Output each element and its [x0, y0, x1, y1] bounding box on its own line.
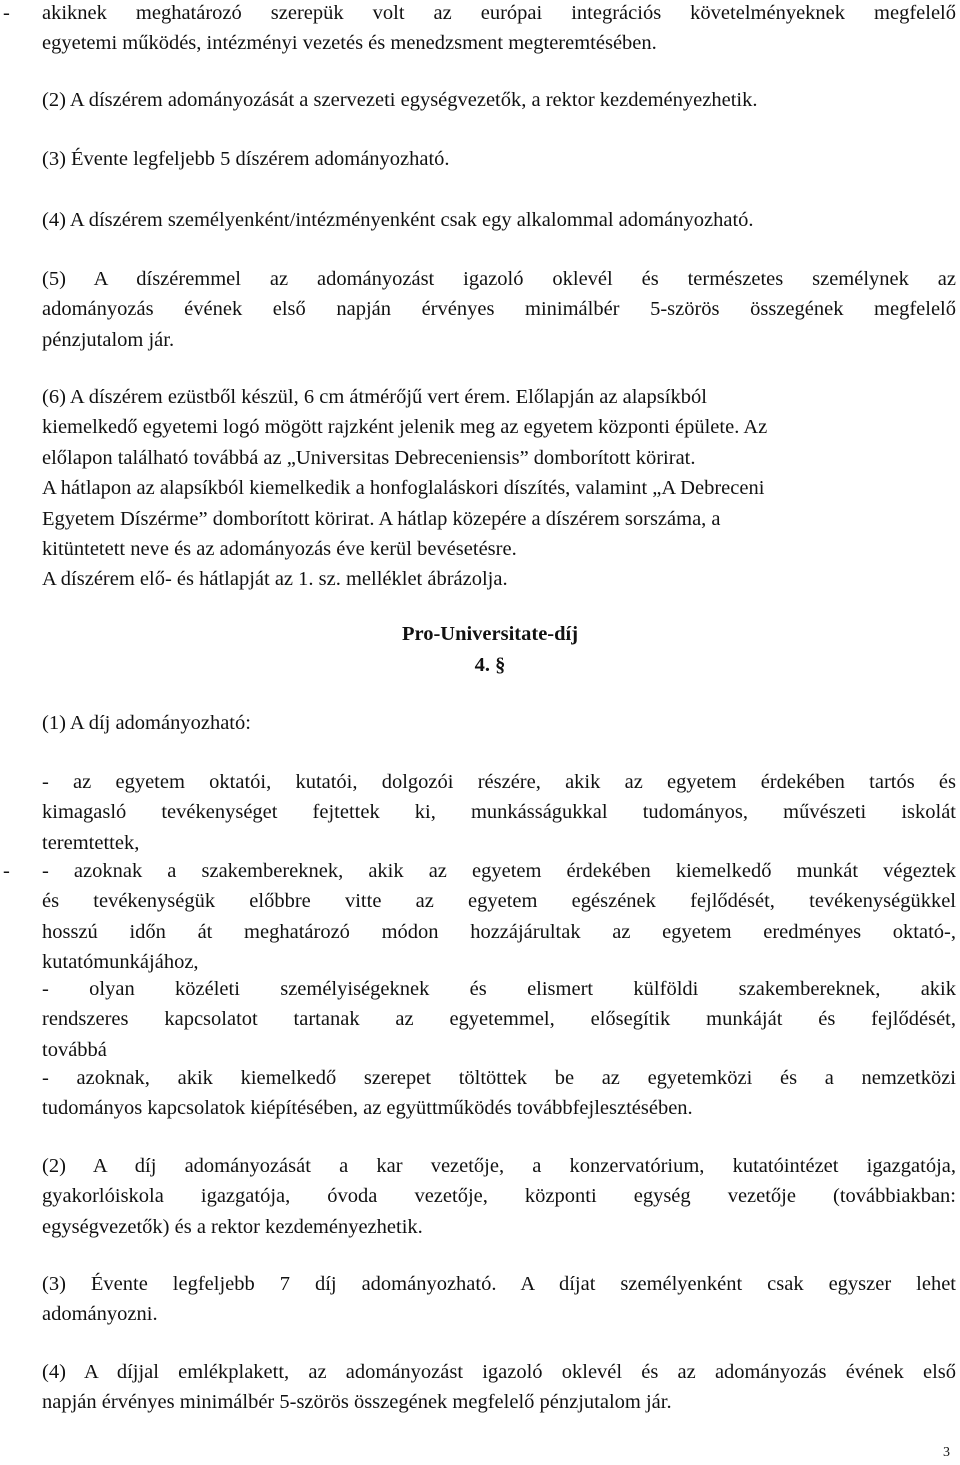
text-line: (6) A díszérem ezüstből készül, 6 cm átmérőjű vert érem. Előlapján az alapsíkból — [42, 386, 707, 408]
text-line: A hátlapon az alapsíkból kiemelkedik a honfoglaláskori díszítés, valamint „A Debreceni — [42, 477, 765, 500]
section-paragraph-1: (1) A díj adományozható: — [42, 712, 251, 734]
bullet-item — [42, 1063, 956, 1124]
text-line: hosszú időn át meghatározó módon hozzájárultak az egyetem eredményes oktató-, — [42, 920, 956, 943]
section-paragraph-2 — [42, 1151, 956, 1242]
section-paragraph-3 — [42, 1269, 956, 1330]
text-line: - az egyetem oktatói, kutatói, dolgozói részére, akik az egyetem érdekében tartós és — [42, 771, 956, 793]
text-line: tudományos kapcsolatok kiépítésében, az együttműködés továbbfejlesztésében. — [42, 1097, 693, 1120]
text-line: kiemelkedő egyetemi logó mögött rajzként jelenik meg az egyetem központi épülete. Az — [42, 416, 768, 439]
list-dash: - — [3, 2, 10, 24]
bullet-item — [42, 974, 956, 1065]
text-line: A díszérem elő- és hátlapját az 1. sz. melléklet ábrázolja. — [42, 568, 508, 591]
text-line: (2) A díj adományozását a kar vezetője, a konzervatórium, kutatóintézet igazgatója, — [42, 1155, 956, 1177]
section-title: Pro-Universitate-díj — [401, 623, 579, 645]
text-line: napján érvényes minimálbér 5-szörös összegének megfelelő pénzjutalom jár. — [42, 1391, 672, 1414]
text-line: adományozás évének első napján érvényes minimálbér 5-szörös összegének megfelelő — [42, 298, 956, 321]
text-line: pénzjutalom jár. — [42, 328, 175, 351]
text-line: (5) A díszéremmel az adományozást igazoló oklevél és természetes személynek az — [42, 268, 956, 290]
text-line: továbbá — [42, 1038, 107, 1061]
text-line: kimagasló tevékenységet fejtettek ki, munkásságukkal tudományos, művészeti iskolát — [42, 801, 956, 824]
page-number: 3 — [943, 1445, 950, 1460]
text-line: (4) A díjjal emlékplakett, az adományozást igazoló oklevél és az adományozás évének első — [42, 1361, 956, 1383]
section-number: 4. § — [474, 654, 506, 676]
text-line: - olyan közéleti személyiségeknek és elismert külföldi szakembereknek, akik — [42, 978, 956, 1000]
text-line: egységvezetők) és a rektor kezdeményezhetik. — [42, 1215, 423, 1238]
text-line: és tevékenységük előbbre vitte az egyetem egészének fejlődését, tevékenységükkel — [42, 890, 956, 913]
text-line: előlapon található továbbá az „Universitas Debreceniensis” domborított körirat. — [42, 446, 696, 469]
text-line: (3) Évente legfeljebb 7 díj adományozható. A díjat személyenként csak egyszer lehet — [42, 1273, 956, 1295]
paragraph-4: (4) A díszérem személyenként/intézményenként csak egy alkalommal adományozható. — [42, 209, 754, 231]
paragraph-6 — [42, 382, 954, 595]
text-line: teremtettek, — [42, 831, 140, 854]
text-line: egyetemi működés, intézményi vezetés és menedzsment megteremtésében. — [42, 32, 657, 55]
paragraph-5 — [42, 264, 956, 355]
text-line: kutatómunkájához, — [42, 951, 199, 974]
text-line: gyakorlóiskola igazgatója, óvoda vezetője, központi egység vezetője (továbbiakban: — [42, 1185, 956, 1208]
text-line: akiknek meghatározó szerepük volt az európai integrációs követelményeknek megfelelő — [42, 2, 956, 24]
text-line: Egyetem Díszérme” domborított körirat. A hátlap közepére a díszérem sorszáma, a — [42, 507, 721, 530]
bullet-item — [42, 856, 956, 978]
paragraph-3: (3) Évente legfeljebb 5 díszérem adományozható. — [42, 148, 450, 170]
section-paragraph-4 — [42, 1357, 956, 1418]
text-line: adományozni. — [42, 1303, 158, 1326]
text-line: - azoknak, akik kiemelkedő szerepet töltöttek be az egyetemközi és a nemzetközi — [42, 1067, 956, 1089]
list-dash: - — [3, 860, 10, 882]
paragraph-2: (2) A díszérem adományozását a szervezeti egységvezetők, a rektor kezdeményezhetik. — [42, 89, 758, 111]
bullet-item — [42, 767, 956, 858]
text-line: kitüntetett neve és az adományozás éve kerül bevésetésre. — [42, 538, 517, 561]
text-line: - azoknak a szakembereknek, akik az egyetem érdekében kiemelkedő munkát végeztek — [42, 860, 956, 882]
paragraph-top-item — [42, 0, 956, 59]
text-line: rendszeres kapcsolatot tartanak az egyetemmel, elősegítik munkáját és fejlődését, — [42, 1008, 956, 1031]
